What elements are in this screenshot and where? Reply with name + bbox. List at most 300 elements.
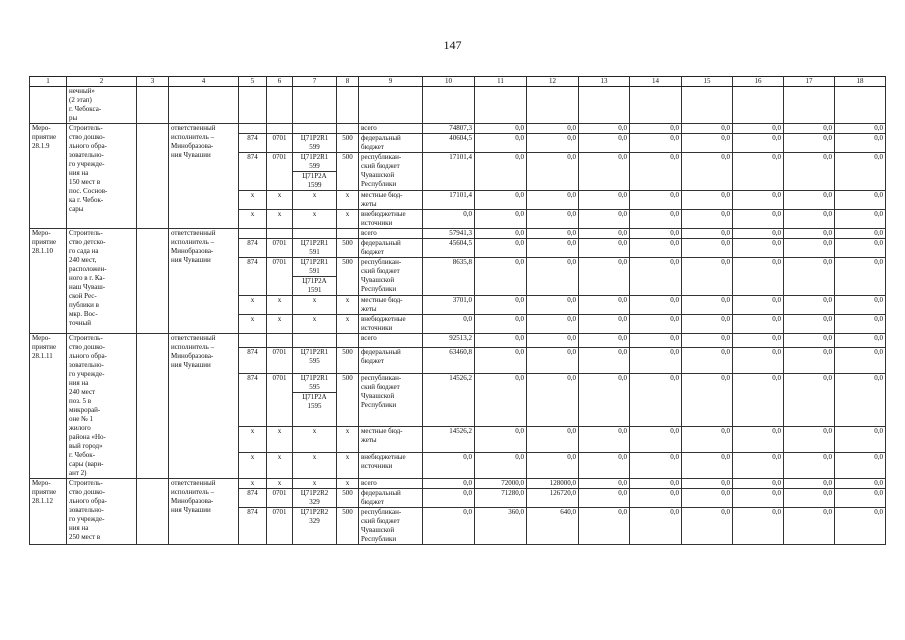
amount-col-16: 0,0 — [733, 191, 784, 210]
amount-col-12: 0,0 — [527, 296, 579, 315]
target-article — [293, 239, 337, 258]
target-article-code: Ц71Р2R1 599 — [300, 153, 329, 170]
expense-type: x — [337, 296, 359, 315]
amount-col-18: 0,0 — [835, 489, 886, 508]
amount-col-18: 0,0 — [835, 239, 886, 258]
funding-source: всего — [359, 334, 423, 348]
subprogram-cell — [137, 229, 169, 334]
section-code: 0701 — [267, 374, 293, 426]
amount-col-13: 0,0 — [579, 426, 630, 452]
amount-col-18: 0,0 — [835, 124, 886, 134]
amount-col-17: 0,0 — [784, 229, 835, 239]
section-code: x — [267, 296, 293, 315]
amount-col-11: 0,0 — [475, 258, 527, 296]
measure-name: Строитель- ство дошко- льного обра- зовательно- го учрежде- ния на 250 мест в — [67, 479, 137, 545]
funding-source: федеральный бюджет — [359, 347, 423, 373]
continuation-cell-6 — [267, 87, 293, 124]
amount-col-13: 0,0 — [579, 452, 630, 478]
amount-col-13: 0,0 — [579, 134, 630, 153]
grbs-code: 874 — [239, 374, 267, 426]
section-code: 0701 — [267, 347, 293, 373]
expense-type — [337, 124, 359, 134]
funding-source: федеральный бюджет — [359, 239, 423, 258]
amount-col-17: 0,0 — [784, 452, 835, 478]
amount-col-11: 0,0 — [475, 315, 527, 334]
amount-col-10: 63460,8 — [423, 347, 475, 373]
section-code: x — [267, 210, 293, 229]
amount-col-15: 0,0 — [682, 374, 733, 426]
target-article — [293, 296, 337, 315]
grbs-code: x — [239, 315, 267, 334]
grbs-code — [239, 229, 267, 239]
expense-type: 500 — [337, 374, 359, 426]
amount-col-16: 0,0 — [733, 239, 784, 258]
amount-col-12: 0,0 — [527, 153, 579, 191]
funding-source: внебюджетные источники — [359, 210, 423, 229]
amount-col-16: 0,0 — [733, 258, 784, 296]
amount-col-13: 0,0 — [579, 334, 630, 348]
funding-source: республикан- ский бюджет Чувашской Республики — [359, 374, 423, 426]
amount-col-10: 74807,3 — [423, 124, 475, 134]
amount-col-13: 0,0 — [579, 210, 630, 229]
header-cell-6: 6 — [267, 77, 293, 87]
amount-col-14: 0,0 — [630, 334, 682, 348]
amount-col-11: 0,0 — [475, 334, 527, 348]
amount-col-14: 0,0 — [630, 296, 682, 315]
page-number: 147 — [443, 38, 462, 52]
grbs-code — [239, 334, 267, 348]
continuation-name: нечный» (2 этап) г. Чебокса- ры — [67, 87, 137, 124]
executor: ответственный исполнитель – Минобразова- ния Чувашии — [169, 124, 239, 229]
amount-col-16: 0,0 — [733, 334, 784, 348]
amount-col-16: 0,0 — [733, 452, 784, 478]
amount-col-16: 0,0 — [733, 489, 784, 508]
target-article-code: Ц71Р2R1 599 — [300, 134, 329, 151]
continuation-cell-8 — [337, 87, 359, 124]
target-article — [293, 479, 337, 489]
amount-col-18: 0,0 — [835, 258, 886, 296]
amount-col-11: 0,0 — [475, 374, 527, 426]
amount-col-11: 0,0 — [475, 134, 527, 153]
header-cell-3: 3 — [137, 77, 169, 87]
section-code: 0701 — [267, 239, 293, 258]
funding-source: всего — [359, 124, 423, 134]
amount-col-10: 0,0 — [423, 479, 475, 489]
target-article — [293, 153, 337, 191]
header-cell-14: 14 — [630, 77, 682, 87]
amount-col-17: 0,0 — [784, 296, 835, 315]
section-code: x — [267, 191, 293, 210]
grbs-code: x — [239, 210, 267, 229]
target-article-code: Ц71Р2R2 329 — [300, 489, 329, 506]
amount-col-10: 17101,4 — [423, 191, 475, 210]
amount-col-14: 0,0 — [630, 258, 682, 296]
grbs-code: 874 — [239, 347, 267, 373]
expense-type: x — [337, 191, 359, 210]
funding-source: внебюджетные источники — [359, 315, 423, 334]
amount-col-17: 0,0 — [784, 489, 835, 508]
amount-col-12: 0,0 — [527, 229, 579, 239]
amount-col-11: 0,0 — [475, 239, 527, 258]
target-article — [293, 347, 337, 373]
target-article-code: x — [312, 315, 317, 323]
amount-col-13: 0,0 — [579, 479, 630, 489]
section-code: x — [267, 426, 293, 452]
amount-col-17: 0,0 — [784, 334, 835, 348]
expense-type: x — [337, 452, 359, 478]
amount-col-10: 57941,3 — [423, 229, 475, 239]
expense-type: 500 — [337, 489, 359, 508]
amount-col-10: 8635,8 — [423, 258, 475, 296]
amount-col-11: 0,0 — [475, 452, 527, 478]
amount-col-10: 14526,2 — [423, 426, 475, 452]
amount-col-15: 0,0 — [682, 489, 733, 508]
amount-col-14: 0,0 — [630, 134, 682, 153]
amount-col-10: 0,0 — [423, 315, 475, 334]
continuation-label — [30, 87, 67, 124]
amount-col-15: 0,0 — [682, 229, 733, 239]
subprogram-cell — [137, 124, 169, 229]
section-code — [267, 334, 293, 348]
amount-col-18: 0,0 — [835, 134, 886, 153]
amount-col-11: 0,0 — [475, 426, 527, 452]
amount-col-11: 0,0 — [475, 229, 527, 239]
continuation-cell-7 — [293, 87, 337, 124]
continuation-cell-14 — [630, 87, 682, 124]
header-cell-16: 16 — [733, 77, 784, 87]
target-article — [293, 334, 337, 348]
funding-source: республикан- ский бюджет Чувашской Республики — [359, 258, 423, 296]
header-cell-7: 7 — [293, 77, 337, 87]
continuation-cell-17 — [784, 87, 835, 124]
section-code: 0701 — [267, 258, 293, 296]
header-cell-2: 2 — [67, 77, 137, 87]
header-cell-10: 10 — [423, 77, 475, 87]
grbs-code: 874 — [239, 153, 267, 191]
amount-col-17: 0,0 — [784, 124, 835, 134]
amount-col-10: 17101,4 — [423, 153, 475, 191]
expense-type: 500 — [337, 134, 359, 153]
continuation-cell-5 — [239, 87, 267, 124]
continuation-cell-9 — [359, 87, 423, 124]
budget-table — [29, 76, 886, 545]
measure-name: Строитель- ство дошко- льного обра- зовательно- го учрежде- ния на 240 мест поз. 5 в микрорай- оне № 1 жилого района «Но- вый город» г. Чебок- сары (вари- ант 2) — [67, 334, 137, 479]
funding-source: местные бюд- жеты — [359, 296, 423, 315]
amount-col-11: 72000,0 — [475, 479, 527, 489]
measure-label: Меро- приятие 28.1.12 — [30, 479, 67, 545]
amount-col-12: 640,0 — [527, 508, 579, 545]
amount-col-16: 0,0 — [733, 479, 784, 489]
funding-source: федеральный бюджет — [359, 489, 423, 508]
amount-col-13: 0,0 — [579, 153, 630, 191]
measure-label: Меро- приятие 28.1.9 — [30, 124, 67, 229]
amount-col-18: 0,0 — [835, 479, 886, 489]
amount-col-12: 0,0 — [527, 315, 579, 334]
amount-col-17: 0,0 — [784, 374, 835, 426]
header-row — [30, 77, 886, 87]
amount-col-10: 0,0 — [423, 452, 475, 478]
amount-col-12: 0,0 — [527, 134, 579, 153]
amount-col-12: 0,0 — [527, 426, 579, 452]
amount-col-17: 0,0 — [784, 239, 835, 258]
amount-col-10: 0,0 — [423, 508, 475, 545]
funding-source: местные бюд- жеты — [359, 426, 423, 452]
target-article — [293, 191, 337, 210]
table-row — [30, 334, 886, 348]
header-cell-12: 12 — [527, 77, 579, 87]
grbs-code: 874 — [239, 134, 267, 153]
subprogram-cell — [137, 479, 169, 545]
table-row — [30, 124, 886, 134]
continuation-row — [30, 87, 886, 124]
amount-col-18: 0,0 — [835, 508, 886, 545]
amount-col-14: 0,0 — [630, 452, 682, 478]
amount-col-14: 0,0 — [630, 153, 682, 191]
target-article-code: Ц71Р2R1 595 — [300, 374, 329, 392]
amount-col-16: 0,0 — [733, 124, 784, 134]
funding-source: республикан- ский бюджет Чувашской Республики — [359, 508, 423, 545]
executor: ответственный исполнитель – Минобразова- ния Чувашии — [169, 229, 239, 334]
grbs-code: x — [239, 191, 267, 210]
amount-col-13: 0,0 — [579, 124, 630, 134]
expense-type: x — [337, 426, 359, 452]
funding-source: внебюджетные источники — [359, 452, 423, 478]
amount-col-15: 0,0 — [682, 347, 733, 373]
amount-col-12: 0,0 — [527, 210, 579, 229]
amount-col-13: 0,0 — [579, 374, 630, 426]
amount-col-13: 0,0 — [579, 191, 630, 210]
amount-col-12: 0,0 — [527, 124, 579, 134]
target-article-code: x — [312, 210, 317, 218]
amount-col-17: 0,0 — [784, 479, 835, 489]
amount-col-14: 0,0 — [630, 191, 682, 210]
amount-col-11: 0,0 — [475, 191, 527, 210]
target-article-code: Ц71Р2А 1591 — [293, 276, 336, 295]
amount-col-17: 0,0 — [784, 153, 835, 191]
amount-col-16: 0,0 — [733, 134, 784, 153]
amount-col-18: 0,0 — [835, 426, 886, 452]
amount-col-14: 0,0 — [630, 229, 682, 239]
amount-col-14: 0,0 — [630, 426, 682, 452]
amount-col-14: 0,0 — [630, 489, 682, 508]
target-article — [293, 489, 337, 508]
target-article — [293, 124, 337, 134]
grbs-code: x — [239, 426, 267, 452]
expense-type: x — [337, 210, 359, 229]
amount-col-12: 0,0 — [527, 347, 579, 373]
amount-col-17: 0,0 — [784, 210, 835, 229]
expense-type: 500 — [337, 347, 359, 373]
funding-source: республикан- ский бюджет Чувашской Республики — [359, 153, 423, 191]
amount-col-10: 92513,2 — [423, 334, 475, 348]
measure-label: Меро- приятие 28.1.11 — [30, 334, 67, 479]
amount-col-15: 0,0 — [682, 334, 733, 348]
amount-col-14: 0,0 — [630, 508, 682, 545]
amount-col-17: 0,0 — [784, 347, 835, 373]
amount-col-17: 0,0 — [784, 258, 835, 296]
amount-col-10: 14526,2 — [423, 374, 475, 426]
amount-col-18: 0,0 — [835, 334, 886, 348]
header-cell-11: 11 — [475, 77, 527, 87]
funding-source: местные бюд- жеты — [359, 191, 423, 210]
amount-col-13: 0,0 — [579, 489, 630, 508]
amount-col-11: 360,0 — [475, 508, 527, 545]
target-article-code: Ц71Р2А 1595 — [293, 392, 336, 411]
amount-col-15: 0,0 — [682, 296, 733, 315]
amount-col-13: 0,0 — [579, 315, 630, 334]
continuation-cell-4 — [169, 87, 239, 124]
section-code: x — [267, 452, 293, 478]
section-code: 0701 — [267, 134, 293, 153]
grbs-code: 874 — [239, 258, 267, 296]
amount-col-10: 0,0 — [423, 489, 475, 508]
funding-source: всего — [359, 479, 423, 489]
amount-col-11: 0,0 — [475, 124, 527, 134]
section-code: x — [267, 315, 293, 334]
amount-col-15: 0,0 — [682, 239, 733, 258]
amount-col-18: 0,0 — [835, 229, 886, 239]
amount-col-14: 0,0 — [630, 374, 682, 426]
target-article-code: Ц71Р2R1 595 — [300, 347, 329, 365]
amount-col-12: 0,0 — [527, 239, 579, 258]
expense-type: 500 — [337, 239, 359, 258]
amount-col-10: 45604,5 — [423, 239, 475, 258]
amount-col-17: 0,0 — [784, 191, 835, 210]
table-row — [30, 479, 886, 489]
target-article-code: x — [312, 452, 317, 461]
grbs-code: x — [239, 479, 267, 489]
amount-col-15: 0,0 — [682, 508, 733, 545]
header-cell-5: 5 — [239, 77, 267, 87]
amount-col-11: 71280,0 — [475, 489, 527, 508]
amount-col-13: 0,0 — [579, 258, 630, 296]
target-article — [293, 452, 337, 478]
amount-col-13: 0,0 — [579, 347, 630, 373]
amount-col-12: 0,0 — [527, 191, 579, 210]
amount-col-17: 0,0 — [784, 315, 835, 334]
amount-col-15: 0,0 — [682, 315, 733, 334]
target-article — [293, 508, 337, 545]
amount-col-18: 0,0 — [835, 347, 886, 373]
amount-col-11: 0,0 — [475, 210, 527, 229]
amount-col-10: 40604,5 — [423, 134, 475, 153]
expense-type — [337, 229, 359, 239]
section-code: 0701 — [267, 489, 293, 508]
expense-type: x — [337, 479, 359, 489]
target-article — [293, 374, 337, 426]
amount-col-10: 0,0 — [423, 210, 475, 229]
amount-col-18: 0,0 — [835, 315, 886, 334]
amount-col-12: 126720,0 — [527, 489, 579, 508]
amount-col-18: 0,0 — [835, 210, 886, 229]
measure-name: Строитель- ство дошко- льного обра- зовательно- го учрежде- ния на 150 мест в пос. Соснов- ка г. Чебок- сары — [67, 124, 137, 229]
amount-col-15: 0,0 — [682, 452, 733, 478]
expense-type: 500 — [337, 508, 359, 545]
target-article-code: Ц71Р2R1 591 — [300, 239, 329, 256]
header-cell-1: 1 — [30, 77, 67, 87]
amount-col-16: 0,0 — [733, 210, 784, 229]
continuation-cell-15 — [682, 87, 733, 124]
executor: ответственный исполнитель – Минобразова- ния Чувашии — [169, 334, 239, 479]
amount-col-14: 0,0 — [630, 347, 682, 373]
amount-col-16: 0,0 — [733, 315, 784, 334]
table-row — [30, 229, 886, 239]
continuation-cell-3 — [137, 87, 169, 124]
target-article — [293, 210, 337, 229]
target-article — [293, 315, 337, 334]
amount-col-10: 3701,0 — [423, 296, 475, 315]
expense-type — [337, 334, 359, 348]
funding-source: всего — [359, 229, 423, 239]
amount-col-15: 0,0 — [682, 124, 733, 134]
measure-name: Строитель- ство детско- го сада на 240 мест, расположен- ного в г. Ка- наш Чуваш- ской Рес- публики в мкр. Вос- точный — [67, 229, 137, 334]
amount-col-16: 0,0 — [733, 508, 784, 545]
expense-type: 500 — [337, 153, 359, 191]
amount-col-12: 128000,0 — [527, 479, 579, 489]
header-cell-13: 13 — [579, 77, 630, 87]
header-cell-4: 4 — [169, 77, 239, 87]
amount-col-13: 0,0 — [579, 229, 630, 239]
funding-source: федеральный бюджет — [359, 134, 423, 153]
target-article — [293, 258, 337, 296]
amount-col-15: 0,0 — [682, 210, 733, 229]
amount-col-12: 0,0 — [527, 258, 579, 296]
expense-type: x — [337, 315, 359, 334]
amount-col-17: 0,0 — [784, 134, 835, 153]
amount-col-18: 0,0 — [835, 296, 886, 315]
amount-col-15: 0,0 — [682, 258, 733, 296]
grbs-code: 874 — [239, 508, 267, 545]
target-article — [293, 229, 337, 239]
amount-col-14: 0,0 — [630, 124, 682, 134]
continuation-cell-16 — [733, 87, 784, 124]
continuation-cell-10 — [423, 87, 475, 124]
header-cell-15: 15 — [682, 77, 733, 87]
amount-col-12: 0,0 — [527, 452, 579, 478]
grbs-code: 874 — [239, 489, 267, 508]
amount-col-12: 0,0 — [527, 334, 579, 348]
amount-col-15: 0,0 — [682, 191, 733, 210]
section-code — [267, 124, 293, 134]
amount-col-15: 0,0 — [682, 134, 733, 153]
amount-col-16: 0,0 — [733, 153, 784, 191]
amount-col-16: 0,0 — [733, 426, 784, 452]
amount-col-15: 0,0 — [682, 479, 733, 489]
target-article — [293, 426, 337, 452]
section-code: x — [267, 479, 293, 489]
amount-col-18: 0,0 — [835, 191, 886, 210]
continuation-cell-18 — [835, 87, 886, 124]
amount-col-14: 0,0 — [630, 239, 682, 258]
grbs-code: x — [239, 452, 267, 478]
amount-col-14: 0,0 — [630, 479, 682, 489]
amount-col-11: 0,0 — [475, 153, 527, 191]
amount-col-18: 0,0 — [835, 153, 886, 191]
amount-col-11: 0,0 — [475, 347, 527, 373]
continuation-cell-13 — [579, 87, 630, 124]
amount-col-15: 0,0 — [682, 426, 733, 452]
section-code — [267, 229, 293, 239]
amount-col-16: 0,0 — [733, 229, 784, 239]
target-article-code: x — [312, 426, 317, 435]
grbs-code: 874 — [239, 239, 267, 258]
continuation-cell-11 — [475, 87, 527, 124]
grbs-code — [239, 124, 267, 134]
header-cell-17: 17 — [784, 77, 835, 87]
target-article-code: x — [312, 191, 317, 199]
section-code: 0701 — [267, 508, 293, 545]
amount-col-13: 0,0 — [579, 239, 630, 258]
